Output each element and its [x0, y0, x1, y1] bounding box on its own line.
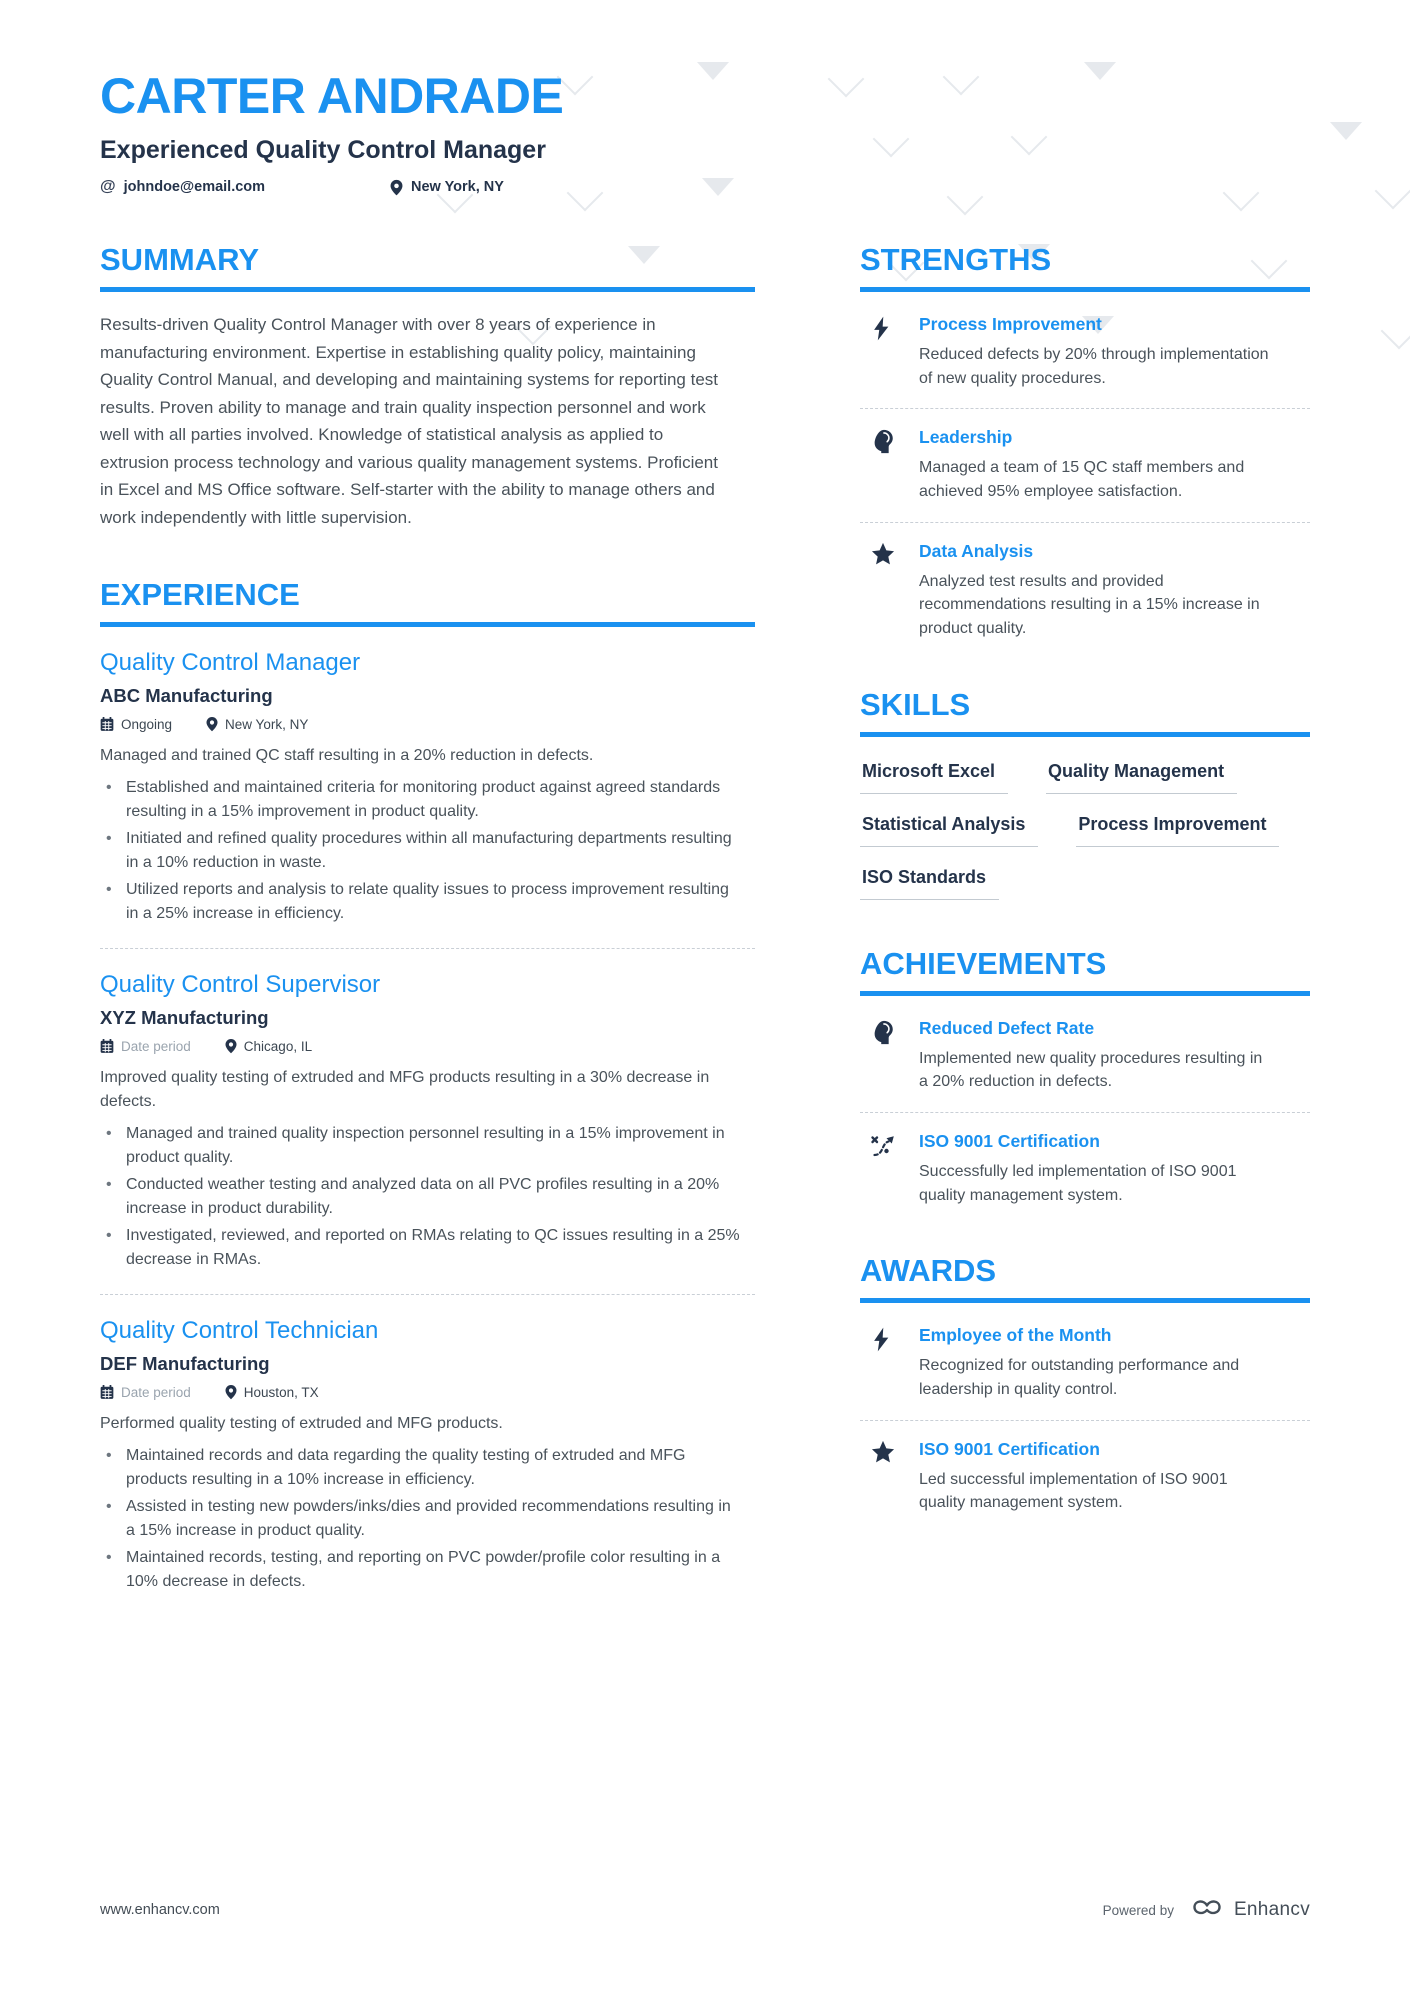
- email[interactable]: [100, 178, 390, 196]
- bolt-icon: [870, 314, 898, 390]
- skill-item: Process Improvement: [1076, 814, 1279, 847]
- award-title: Employee of the Month: [919, 1325, 1112, 1346]
- job-location: [225, 1038, 312, 1054]
- job-summary: Performed quality testing of extruded and MFG products.: [100, 1415, 503, 1433]
- location: [390, 179, 504, 196]
- achievement-text: Implemented new quality procedures resulting in a 20% reduction in defects.: [919, 1049, 1263, 1091]
- job-bullet: • Utilized reports and analysis to relate quality issues to process improvement resulting in a 25% increase in efficiency.: [100, 878, 740, 926]
- award-item: [860, 1420, 1310, 1515]
- job-period: [100, 717, 172, 732]
- awards-heading: AWARDS: [860, 1253, 997, 1289]
- job-period-text: Date period: [121, 1038, 191, 1054]
- job-meta: [100, 1384, 755, 1400]
- job-bullet-list: [100, 1444, 740, 1594]
- bolt-icon: [870, 1325, 898, 1401]
- star-icon: [870, 541, 898, 641]
- job-meta: [100, 1038, 755, 1054]
- job-bullet: • Conducted weather testing and analyzed data on all PVC profiles resulting in a 20% increase in product durability.: [100, 1173, 740, 1221]
- star-icon: [870, 1439, 898, 1515]
- skills-section: [860, 687, 1310, 900]
- strength-title: Leadership: [919, 427, 1013, 448]
- job-location-text: Houston, TX: [243, 1384, 319, 1400]
- summary-heading: SUMMARY: [100, 242, 260, 277]
- summary-text: Results-driven Quality Control Manager with over 8 years of experience in manufacturing environment. Expertise in establishing quality policy, maintaining Quality Control Manual, and developing and maintaining systems for reporting test results. Proven ability to manage and train quality inspection personnel and work well with all parties involved. Knowledge of statistical analysis as applied to extrusion process technology and various quality management systems. Proficient in Excel and MS Office software. Self-starter with the ability to manage others and work independently with little supervision.: [100, 315, 719, 527]
- achievement-item: [860, 1000, 1310, 1094]
- award-text: Recognized for outstanding performance and leadership in quality control.: [919, 1357, 1240, 1399]
- location-pin-icon: [206, 716, 218, 732]
- job-title: Quality Control Supervisor: [100, 971, 381, 999]
- location-pin-icon: [225, 1038, 237, 1054]
- strengths-heading: STRENGTHS: [860, 242, 1052, 277]
- footer: [100, 1897, 1310, 1923]
- calendar-icon: [100, 717, 114, 732]
- job-location-text: Chicago, IL: [243, 1038, 313, 1054]
- achievements-heading: ACHIEVEMENTS: [860, 945, 1107, 981]
- calendar-icon: [100, 1039, 114, 1054]
- award-item: [860, 1307, 1310, 1401]
- job-bullet-list: [100, 1122, 740, 1272]
- contact-row: [100, 178, 1310, 196]
- achievement-title: ISO 9001 Certification: [919, 1131, 1100, 1152]
- job-summary: Improved quality testing of extruded and MFG products resulting in a 30% decrease in defects.: [100, 1069, 710, 1111]
- email-icon: @: [100, 178, 116, 195]
- strength-item: [860, 408, 1310, 503]
- job-location: [225, 1384, 319, 1400]
- strategy-icon: [870, 1131, 898, 1207]
- skill-item: Statistical Analysis: [860, 814, 1038, 847]
- achievement-text: Successfully led implementation of ISO 9001 quality management system.: [919, 1163, 1237, 1204]
- strengths-section: [860, 242, 1310, 641]
- head-icon: [870, 427, 898, 503]
- candidate-headline: Experienced Quality Control Manager: [100, 136, 546, 164]
- job-location: [206, 716, 308, 732]
- job-period: [100, 1385, 191, 1400]
- job-bullet: • Assisted in testing new powders/inks/dies and provided recommendations resulting in a 15% increase in product quality.: [100, 1495, 740, 1543]
- experience-section: [100, 577, 755, 1594]
- candidate-name: CARTER ANDRADE: [100, 68, 564, 124]
- summary-section: [100, 242, 755, 531]
- strength-item: [860, 522, 1310, 641]
- experience-heading: EXPERIENCE: [100, 577, 300, 613]
- skill-item: Quality Management: [1046, 761, 1237, 794]
- job-period-text: Date period: [121, 1384, 191, 1400]
- experience-entry: [100, 948, 755, 1272]
- job-location-text: New York, NY: [225, 716, 309, 732]
- job-period: [100, 1039, 191, 1054]
- job-bullet-list: [100, 776, 740, 926]
- job-bullet: • Established and maintained criteria for monitoring product against agreed standards resulting in a 15% improvement in product quality.: [100, 776, 740, 824]
- job-meta: [100, 716, 755, 732]
- head-icon: [870, 1018, 898, 1094]
- strength-text: Analyzed test results and provided recommendations resulting in a 15% increase in product quality.: [919, 572, 1260, 638]
- awards-section: [860, 1253, 1310, 1515]
- location-pin-icon: [390, 179, 403, 196]
- job-title: Quality Control Technician: [100, 1317, 379, 1345]
- header: [100, 70, 1310, 196]
- job-bullet: • Managed and trained quality inspection personnel resulting in a 15% improvement in product quality.: [100, 1122, 740, 1170]
- achievements-section: [860, 946, 1310, 1208]
- strength-item: [860, 296, 1310, 390]
- strength-text: Managed a team of 15 QC staff members and achieved 95% employee satisfaction.: [919, 459, 1245, 501]
- job-bullet: • Maintained records and data regarding the quality testing of extruded and MFG products resulting in a 10% increase in efficiency.: [100, 1444, 740, 1492]
- powered-by: [1103, 1897, 1310, 1923]
- job-period-text: Ongoing: [121, 716, 173, 732]
- powered-by-label: Powered by: [1102, 1902, 1174, 1918]
- experience-entry: [100, 1294, 755, 1594]
- award-text: Led successful implementation of ISO 9001 quality management system.: [919, 1470, 1228, 1512]
- enhancv-logo[interactable]: [1188, 1897, 1310, 1923]
- enhancv-logo-icon: [1188, 1897, 1226, 1923]
- job-company: XYZ Manufacturing: [100, 1007, 269, 1029]
- job-bullet: • Investigated, reviewed, and reported on RMAs relating to QC issues resulting in a 25% decrease in RMAs.: [100, 1224, 740, 1272]
- job-company: ABC Manufacturing: [100, 685, 273, 707]
- job-bullet: • Initiated and refined quality procedures within all manufacturing departments resulting in a 10% reduction in waste.: [100, 827, 740, 875]
- job-company: DEF Manufacturing: [100, 1353, 270, 1375]
- job-bullet: • Maintained records, testing, and reporting on PVC powder/profile color resulting in a 10% decrease in defects.: [100, 1546, 740, 1594]
- location-text: New York, NY: [411, 179, 504, 195]
- skill-item: ISO Standards: [860, 867, 999, 900]
- award-title: ISO 9001 Certification: [919, 1438, 1100, 1459]
- strength-title: Process Improvement: [919, 314, 1102, 334]
- location-pin-icon: [225, 1384, 237, 1400]
- strength-text: Reduced defects by 20% through implementation of new quality procedures.: [919, 346, 1269, 387]
- achievement-title: Reduced Defect Rate: [919, 1017, 1095, 1038]
- calendar-icon: [100, 1385, 114, 1400]
- site-url[interactable]: www.enhancv.com: [100, 1902, 220, 1918]
- skill-item: Microsoft Excel: [860, 761, 1008, 794]
- email-text: johndoe@email.com: [123, 179, 266, 195]
- job-title: Quality Control Manager: [100, 649, 361, 677]
- summary-rule: [100, 287, 755, 292]
- achievement-item: [860, 1112, 1310, 1207]
- job-summary: Managed and trained QC staff resulting in a 20% reduction in defects.: [100, 747, 594, 765]
- experience-entry: [100, 627, 755, 926]
- skills-heading: SKILLS: [860, 686, 971, 722]
- brand-name: Enhancv: [1233, 1899, 1310, 1920]
- strength-title: Data Analysis: [919, 540, 1034, 561]
- skills-list: [860, 737, 1310, 900]
